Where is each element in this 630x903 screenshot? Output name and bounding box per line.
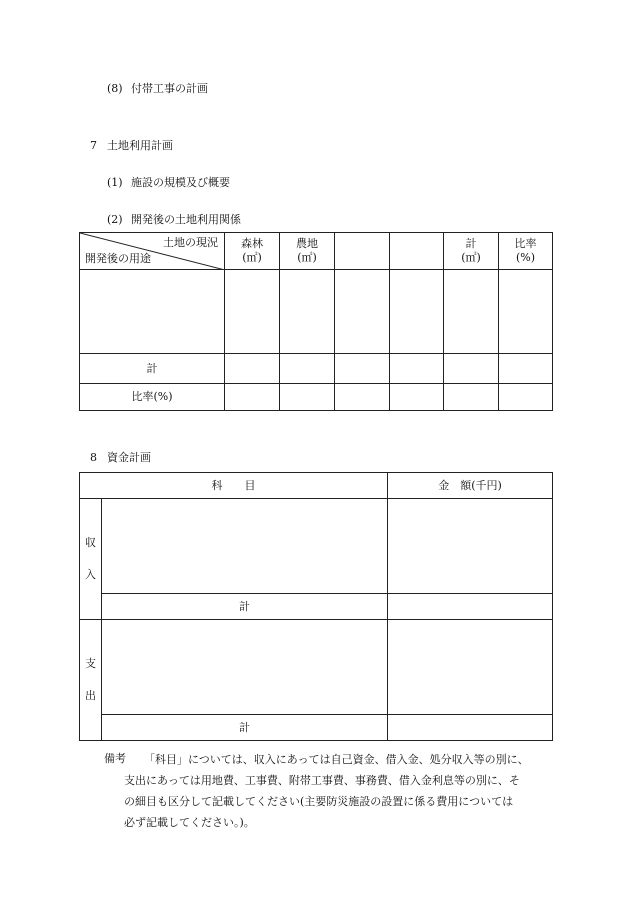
sub1-title: 施設の規模及び概要 [131,176,230,189]
land-total-cell[interactable] [499,354,553,384]
fund-header-item: 科 目 [80,473,388,499]
expense-amount-cell[interactable] [388,620,553,715]
col-forest-name: 森林 [241,237,263,250]
sub2-title: 開発後の土地利用関係 [131,213,241,226]
land-total-cell[interactable] [390,354,444,384]
col-farmland-name: 農地 [296,237,318,250]
section7-title: 土地利用計画 [107,139,173,152]
land-body-cell[interactable] [499,270,553,354]
section8-number: 8 [90,451,97,464]
col-total [444,233,499,270]
col-forest [225,233,280,270]
income-label [80,499,102,620]
col-ratio-name: 比率 [514,237,537,250]
land-body-cell[interactable] [80,270,225,354]
income-total-row [80,594,553,620]
land-body-cell[interactable] [280,270,335,354]
land-ratio-cell[interactable] [225,384,280,411]
land-ratio-cell[interactable] [499,384,553,411]
expense-char-2: 出 [85,689,96,702]
col-total-name: 計 [465,237,477,250]
col-farmland [280,233,335,270]
fund-plan-table [79,472,553,741]
fund-header-amount: 金 額(千円) [388,473,553,499]
col-blank-2 [390,233,444,270]
land-body-cell[interactable] [335,270,390,354]
note-body-cont [124,770,564,833]
land-use-table [79,232,553,411]
income-char-2: 入 [85,568,96,581]
item8-number: (8) [107,82,123,95]
income-amount-cell[interactable] [388,499,553,594]
land-ratio-cell[interactable] [390,384,444,411]
section8-title: 資金計画 [107,451,151,464]
land-current-label: 土地の現況 [163,236,218,249]
note-line-4: 必ず記載してください。)。 [124,816,255,829]
land-ratio-label: 比率(%) [80,384,225,411]
income-total-amount[interactable] [388,594,553,620]
land-total-cell[interactable] [225,354,280,384]
expense-label [80,620,102,741]
section7-number: 7 [90,139,97,152]
land-ratio-cell[interactable] [444,384,499,411]
expense-total-label: 計 [102,715,388,741]
col-farmland-unit: (㎡) [297,251,317,264]
col-ratio-unit: (%) [515,251,536,264]
income-total-label: 計 [102,594,388,620]
land-ratio-cell[interactable] [280,384,335,411]
item8-title: 付帯工事の計画 [131,82,208,95]
land-total-cell[interactable] [280,354,335,384]
sub1-number: (1) [107,176,123,189]
fund-header-row [80,473,553,499]
land-body-cell[interactable] [225,270,280,354]
land-body-cell[interactable] [390,270,444,354]
col-blank-1 [335,233,390,270]
col-total-unit: (㎡) [461,251,481,264]
expense-total-amount[interactable] [388,715,553,741]
land-body-row [80,270,553,354]
income-row [80,499,553,594]
expense-items-cell[interactable] [102,620,388,715]
land-body-cell[interactable] [444,270,499,354]
land-diagonal-header [80,233,225,270]
income-items-cell[interactable] [102,499,388,594]
note-label: 備考 [104,752,126,765]
col-ratio [499,233,553,270]
expense-char-1: 支 [85,657,96,670]
land-after-use-label: 開発後の用途 [85,252,151,265]
sub2-number: (2) [107,213,123,226]
income-char-1: 収 [85,536,96,549]
expense-row [80,620,553,715]
land-ratio-cell[interactable] [335,384,390,411]
note-line-3: の細目も区分して記載してください(主要防災施設の設置に係る費用については [124,795,514,808]
land-total-row [80,354,553,384]
land-header-row [80,233,553,270]
col-forest-unit: (㎡) [242,251,262,264]
land-total-cell[interactable] [335,354,390,384]
land-total-cell[interactable] [444,354,499,384]
land-total-label: 計 [80,354,225,384]
land-ratio-row [80,384,553,411]
expense-total-row [80,715,553,741]
note-line-1: 「科目」については、収入にあっては自己資金、借入金、処分収入等の別に、 [144,753,529,766]
note-line-2: 支出にあっては用地費、工事費、附帯工事費、事務費、借入金利息等の別に、そ [124,774,520,787]
note-body [144,749,564,770]
